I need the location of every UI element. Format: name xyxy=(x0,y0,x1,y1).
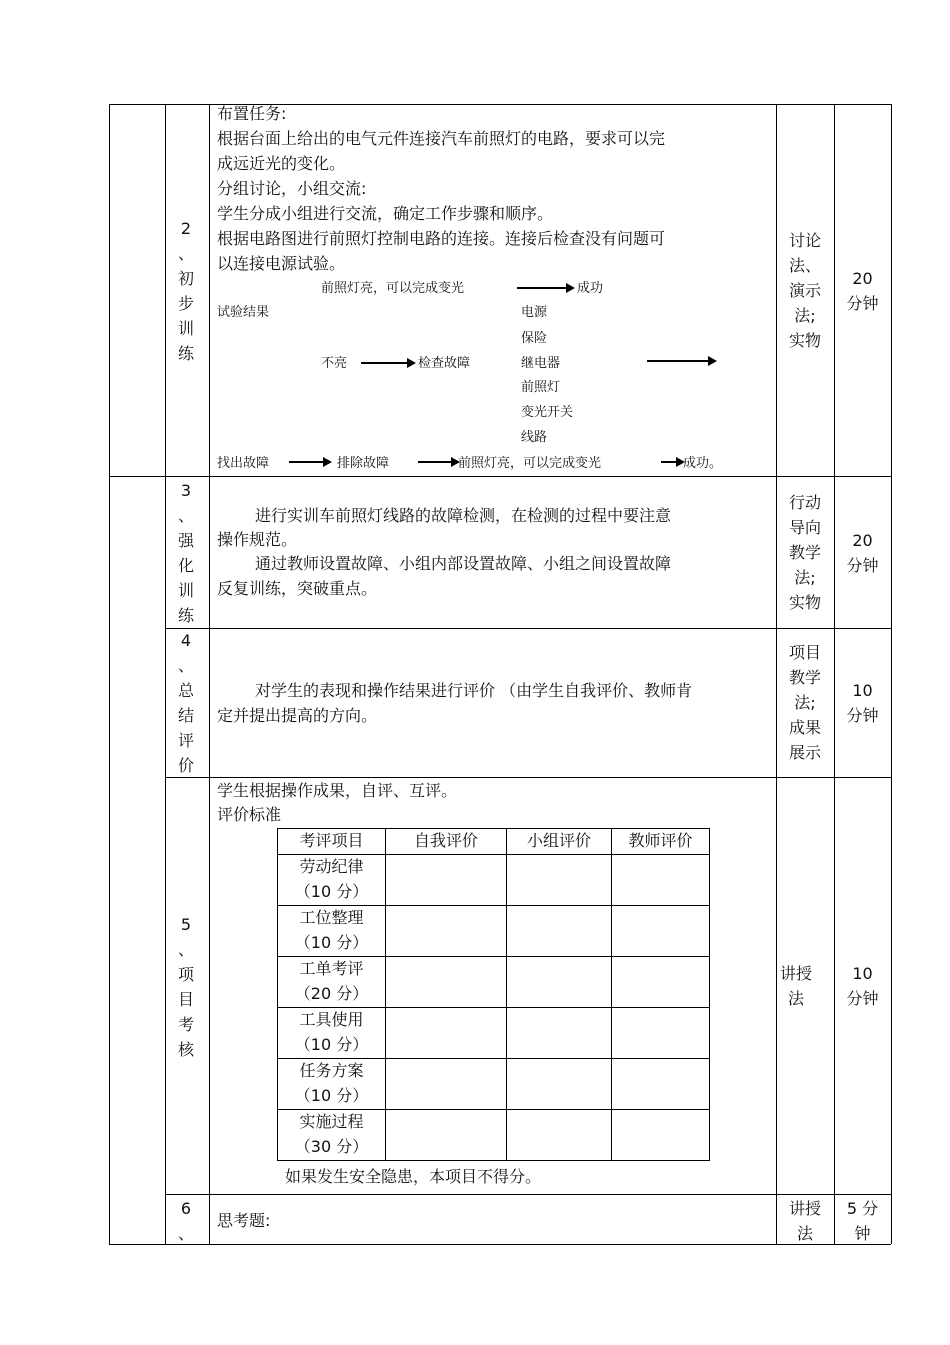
step-4-label: 4 、 总 结 评 价 xyxy=(177,631,194,775)
arrow-icon xyxy=(289,461,330,463)
step-2-method: 讨论 法、 演示 法; 实物 xyxy=(788,231,821,350)
table-row xyxy=(278,1109,710,1160)
evaluation-table xyxy=(277,828,710,1161)
table-row xyxy=(278,956,710,1007)
criterion-cell: 工位整理 （10 分） xyxy=(278,905,386,956)
score-cell[interactable] xyxy=(612,1058,710,1109)
score-cell[interactable] xyxy=(612,905,710,956)
score-cell[interactable] xyxy=(612,1109,710,1160)
score-cell[interactable] xyxy=(507,1058,612,1109)
criterion-cell: 劳动纪律 （10 分） xyxy=(278,854,386,905)
step-2-time: 20 分钟 xyxy=(846,269,879,313)
criterion-cell: 任务方案 （10 分） xyxy=(278,1058,386,1109)
score-cell[interactable] xyxy=(386,1058,507,1109)
table-row xyxy=(278,1007,710,1058)
score-cell[interactable] xyxy=(386,1007,507,1058)
arrow-icon xyxy=(418,461,458,463)
score-cell[interactable] xyxy=(507,854,612,905)
step-6-content: 思考题: xyxy=(217,1211,271,1230)
criterion-cell: 工单考评 （20 分） xyxy=(278,956,386,1007)
score-cell[interactable] xyxy=(507,1007,612,1058)
step-6-time: 5 分 钟 xyxy=(846,1199,879,1243)
step-4-method: 项目 教学 法; 成果 展示 xyxy=(788,643,821,762)
arrow-icon xyxy=(661,461,683,463)
table-row xyxy=(278,1058,710,1109)
table-header: 小组评价 xyxy=(507,829,612,855)
step-6-method: 讲授 法 xyxy=(788,1199,821,1243)
score-cell[interactable] xyxy=(507,956,612,1007)
table-header: 教师评价 xyxy=(612,829,710,855)
arrow-icon xyxy=(647,360,715,362)
table-row xyxy=(278,854,710,905)
criterion-cell: 实施过程 （30 分） xyxy=(278,1109,386,1160)
score-cell[interactable] xyxy=(507,1109,612,1160)
table-header-row xyxy=(278,829,710,855)
table-header: 自我评价 xyxy=(386,829,507,855)
score-cell[interactable] xyxy=(612,854,710,905)
score-cell[interactable] xyxy=(386,1109,507,1160)
score-cell[interactable] xyxy=(612,1007,710,1058)
step-5-label: 5 、 项 目 考 核 xyxy=(177,915,194,1059)
arrow-icon xyxy=(361,362,414,364)
table-header: 考评项目 xyxy=(278,829,386,855)
score-cell[interactable] xyxy=(386,905,507,956)
lesson-plan-page: 2 、 初 步 训 练 布置任务: 根据台面上给出的电气元件连接汽车前照灯的电路，要求可以完 成远近光的变化。 分组讨论，小组交流: 学生分成小组进行交流，确定工作步骤和顺序。 根据电路图进行前照灯控制电路的连接。连接后检查没有问题可 以连接电源试验。 前照灯亮，可以完成变光 成功 试验结果 不亮 检查故障 电源 保险 继电器 前照灯 变光开关 线路 找出故障 排除故障 前照灯亮，可以完成变光 成功。 讨论 法、 演示 法; 实物 20 分钟 3 、 强 化 训 练 进行实训车前照灯线路的故障检测，在检测的过程中要注意 操作规范。 通过教师设置故障、小组内部设置故障、小组之间设置故障 反复训练，突破重点。 行动 导向 教学 法; 实物 20 分钟 4 、 总 结 评 价 对学生的表现和操作结果进行评价 （由学生自我评价、教师肯 定并提出提高的方向。 项目 教学 法; 成果 展示 10 分钟 5 、 项 目 考 核 学生根据操作成果，自评、互评。 评价标准 考评项目 自我评价 小组评价 教师评价 劳动纪律 （10 分） 工位整理 （10 分） 工单考评 （20 分） 工具使用 （10 分） 任务方案 （10 分） 实施过程 （30 分） 如果发生安全隐患，本项目不得分。 讲授 法 10 分钟 6 、 思考题: 讲授 法 5 分 钟 xyxy=(0,0,950,1345)
step-2-label: 2 、 初 步 训 练 xyxy=(177,219,194,363)
table-row xyxy=(278,905,710,956)
step-3-method: 行动 导向 教学 法; 实物 xyxy=(788,493,821,612)
step-5-time: 10 分钟 xyxy=(846,964,879,1008)
step-4-time: 10 分钟 xyxy=(846,681,879,725)
arrow-icon xyxy=(517,287,573,289)
step-6-label: 6 、 xyxy=(177,1199,194,1243)
score-cell[interactable] xyxy=(386,854,507,905)
score-cell[interactable] xyxy=(507,905,612,956)
step-3-time: 20 分钟 xyxy=(846,531,879,575)
score-cell[interactable] xyxy=(612,956,710,1007)
criterion-cell: 工具使用 （10 分） xyxy=(278,1007,386,1058)
score-cell[interactable] xyxy=(386,956,507,1007)
step-3-label: 3 、 强 化 训 练 xyxy=(177,481,194,625)
step-5-method: 讲授 法 xyxy=(779,964,812,1008)
safety-note: 如果发生安全隐患，本项目不得分。 xyxy=(285,1167,542,1186)
